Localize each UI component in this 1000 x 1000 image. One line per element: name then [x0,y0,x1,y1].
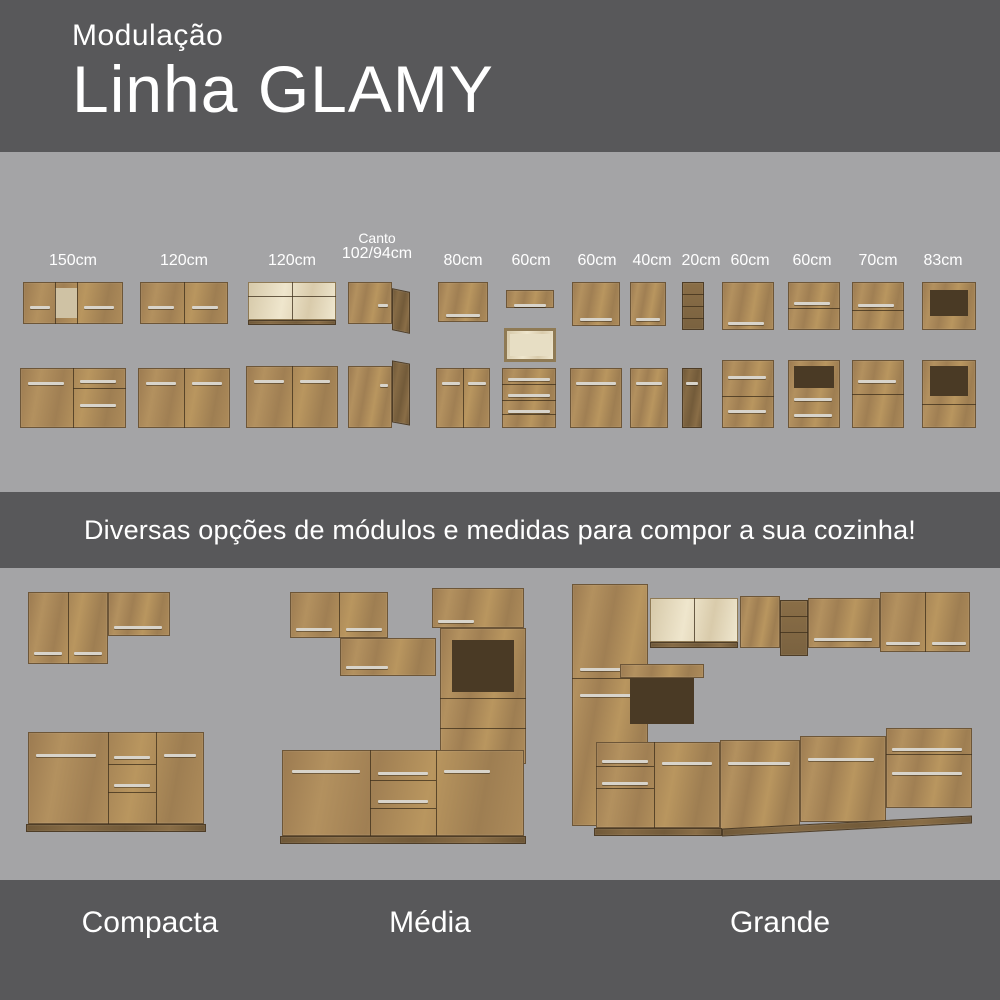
size-label-60b: 60cm [577,252,617,269]
footer-label-grande: Grande [729,906,831,939]
size-label-60c: 60cm [730,252,770,269]
header-subtitle: Modulação [72,19,224,52]
size-label-80: 80cm [443,252,483,269]
footer-label-media: Média [389,906,471,939]
size-label-120a: 120cm [159,252,209,269]
size-label-60d: 60cm [792,252,832,269]
footer [0,880,1000,1000]
compositions-band [0,568,1000,880]
size-label-120b: 120cm [267,252,317,269]
size-label-150: 150cm [48,252,98,269]
caption-text: Diversas opções de módulos e medidas para compor a sua cozinha! [83,514,917,545]
size-label-70: 70cm [858,252,898,269]
caption-bar [0,492,1000,568]
canto-label-line2: 102/94cm [341,245,413,262]
modules-lower-row [0,360,1000,480]
size-label-40: 40cm [632,252,672,269]
size-label-row [0,252,1000,274]
size-label-20: 20cm [681,252,721,269]
size-label-60a: 60cm [511,252,551,269]
modules-band [0,152,1000,492]
modules-upper-row [0,276,1000,358]
canto-label-line1: Canto [358,230,396,246]
page-title: Linha GLAMY [72,52,494,126]
size-label-83: 83cm [923,252,963,269]
footer-label-compacta: Compacta [81,906,219,939]
header [0,0,1000,152]
